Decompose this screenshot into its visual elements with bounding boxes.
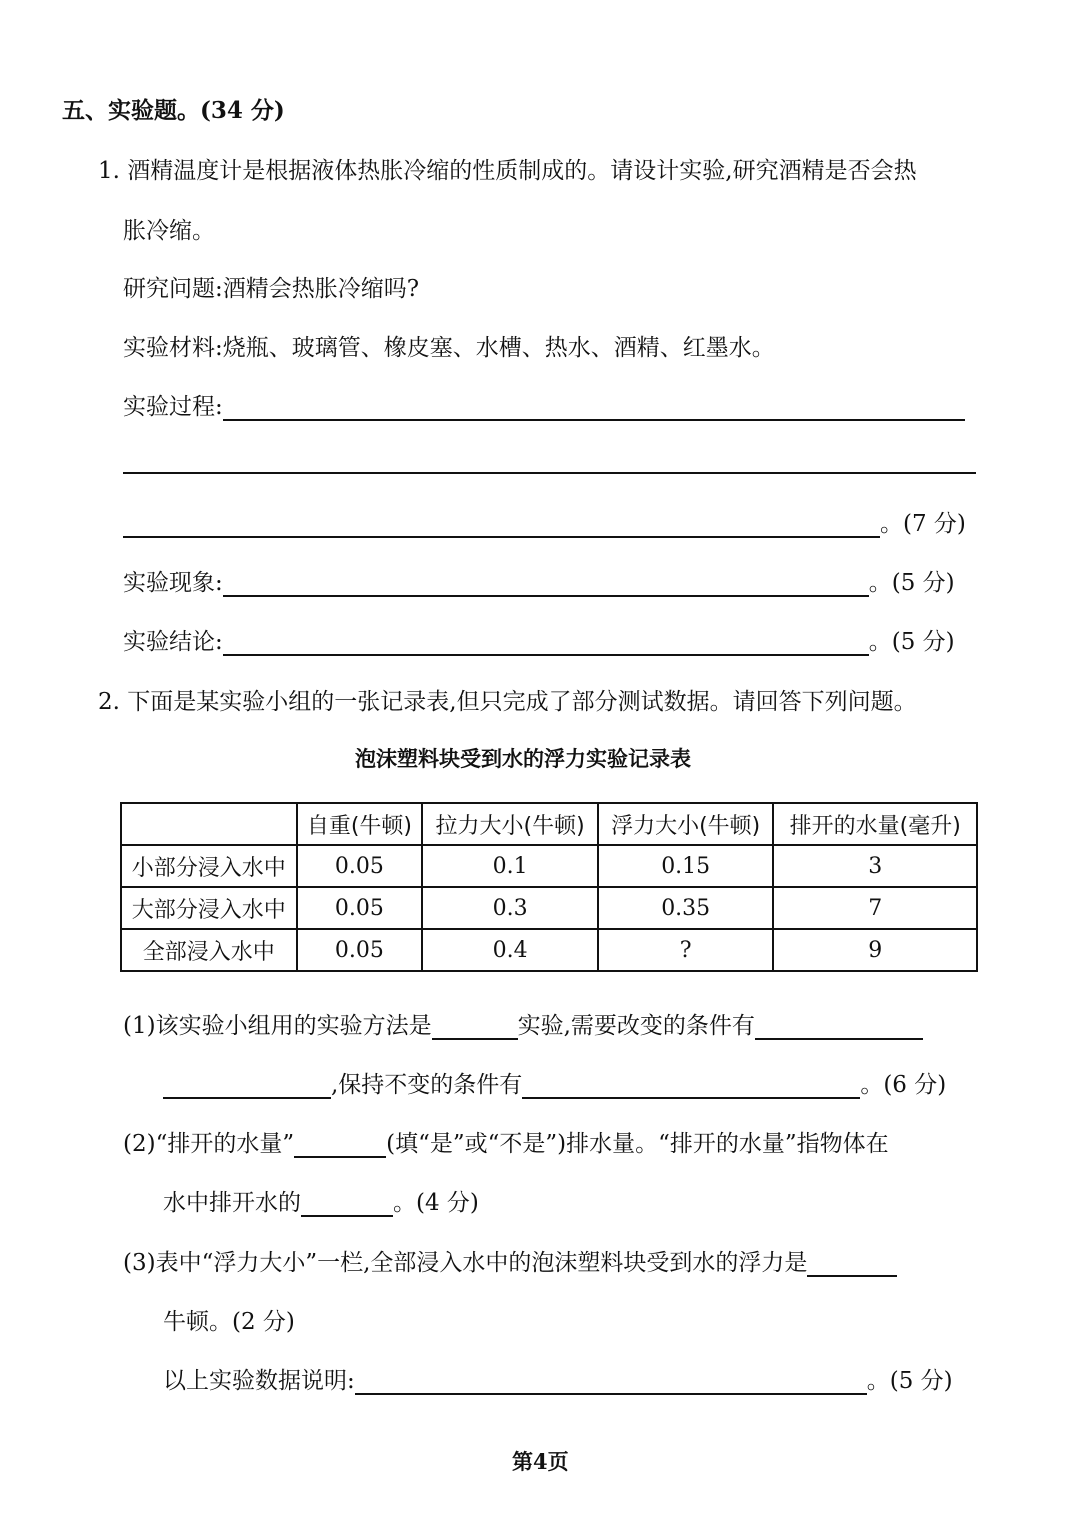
q1-process-row-2	[123, 446, 976, 474]
header-cell: 浮力大小(牛顿)	[598, 803, 774, 845]
q2-sub2-score: 。(4 分)	[393, 1190, 479, 1216]
table-cell: 0.15	[598, 845, 774, 887]
table-title: 泡沫塑料块受到水的浮力实验记录表	[355, 747, 691, 771]
q1-conclusion-score: 。(5 分)	[868, 629, 955, 655]
table-cell: 0.4	[422, 929, 598, 971]
q1-phenomenon-label: 实验现象:	[123, 570, 223, 596]
q2-explain-label: 以上实验数据说明:	[163, 1368, 355, 1394]
record-table	[120, 802, 978, 972]
q1-process-label: 实验过程:	[123, 394, 223, 420]
q2-sub1-row2	[163, 1066, 946, 1099]
q1-process-blank-1[interactable]	[223, 393, 965, 421]
q2-sub2-text-a: (2)“排开的水量”	[123, 1131, 295, 1157]
q1-process-blank-2[interactable]	[123, 446, 976, 474]
q2-sub1-constant-blank[interactable]	[522, 1071, 860, 1099]
table-cell: 3	[773, 845, 977, 887]
table-cell: 0.35	[598, 887, 774, 929]
q2-sub2-blank[interactable]	[301, 1189, 393, 1217]
header-cell	[121, 803, 297, 845]
table-header-row	[121, 803, 977, 845]
q2-sub1-text-a: (1)该实验小组用的实验方法是	[123, 1013, 432, 1039]
q2-sub3-row1	[123, 1244, 897, 1277]
q2-stem: 2. 下面是某实验小组的一张记录表,但只完成了部分测试数据。请回答下列问题。	[98, 689, 917, 715]
row-label: 全部浸入水中	[121, 929, 297, 971]
q2-sub1-text-b: 实验,需要改变的条件有	[517, 1013, 755, 1039]
table-cell: 0.1	[422, 845, 598, 887]
q2-sub3-text-a: (3)表中“浮力大小”一栏,全部浸入水中的泡沫塑料块受到水的浮力是	[123, 1250, 808, 1276]
q2-sub2-text-c: 水中排开水的	[163, 1190, 301, 1216]
q1-conclusion-row	[123, 623, 955, 656]
q2-sub1-method-blank[interactable]	[432, 1012, 518, 1040]
q1-process-score: 。(7 分)	[880, 511, 966, 537]
header-cell: 自重(牛顿)	[297, 803, 423, 845]
section-title: 五、实验题。(34 分)	[62, 97, 285, 124]
q1-stem-line1: 1. 酒精温度计是根据液体热胀冷缩的性质制成的。请设计实验,研究酒精是否会热	[98, 158, 917, 184]
row-label: 小部分浸入水中	[121, 845, 297, 887]
table-row	[121, 845, 977, 887]
q2-explain-row	[163, 1362, 953, 1395]
table-cell: 0.05	[297, 845, 423, 887]
q2-sub1-row1	[123, 1007, 923, 1040]
q2-sub2-text-b: (填“是”或“不是”)排水量。“排开的水量”指物体在	[386, 1131, 889, 1157]
table-cell: 0.05	[297, 929, 423, 971]
table-cell: 7	[773, 887, 977, 929]
table-cell: 9	[773, 929, 977, 971]
table-cell-unknown: ?	[598, 929, 774, 971]
q2-sub3-unit: 牛顿。(2 分)	[163, 1309, 295, 1335]
q2-sub1-changed-blank-2[interactable]	[163, 1071, 331, 1099]
q2-explain-score: 。(5 分)	[866, 1368, 953, 1394]
q1-conclusion-label: 实验结论:	[123, 629, 223, 655]
q2-sub1-text-c: ,保持不变的条件有	[331, 1072, 523, 1098]
q2-explain-blank[interactable]	[355, 1367, 867, 1395]
q1-process-blank-3[interactable]	[123, 510, 880, 538]
q1-stem-line2: 胀冷缩。	[123, 218, 215, 244]
q2-sub1-score: 。(6 分)	[860, 1072, 947, 1098]
q1-conclusion-blank[interactable]	[223, 628, 869, 656]
row-label: 大部分浸入水中	[121, 887, 297, 929]
table-cell: 0.3	[422, 887, 598, 929]
q2-sub2-row1	[123, 1125, 889, 1158]
q2-sub1-changed-blank-1[interactable]	[755, 1012, 923, 1040]
header-cell: 排开的水量(毫升)	[773, 803, 977, 845]
q1-materials: 实验材料:烧瓶、玻璃管、橡皮塞、水槽、热水、酒精、红墨水。	[123, 335, 775, 361]
q1-research-question: 研究问题:酒精会热胀冷缩吗?	[123, 276, 420, 302]
table-row	[121, 929, 977, 971]
q1-process-row	[123, 388, 965, 421]
header-cell: 拉力大小(牛顿)	[422, 803, 598, 845]
q1-phenomenon-row	[123, 564, 955, 597]
q1-process-row-3	[123, 505, 966, 538]
table-cell: 0.05	[297, 887, 423, 929]
q2-sub2-row2	[163, 1184, 479, 1217]
q1-phenomenon-score: 。(5 分)	[868, 570, 955, 596]
q2-sub3-buoyancy-blank[interactable]	[807, 1249, 897, 1277]
q1-phenomenon-blank[interactable]	[223, 569, 869, 597]
q2-sub2-yesno-blank[interactable]	[294, 1130, 386, 1158]
table-row	[121, 887, 977, 929]
page-number: 第4页	[512, 1449, 569, 1474]
